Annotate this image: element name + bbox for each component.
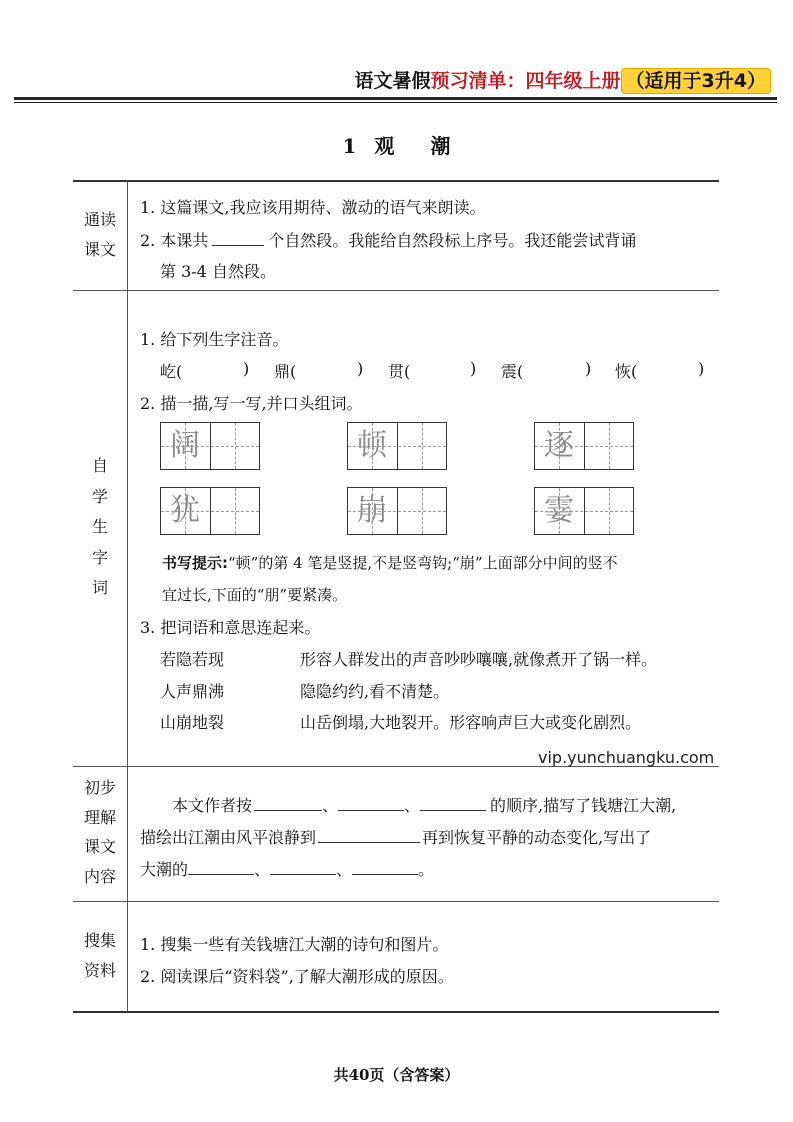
understand-paragraph-line-2: 描绘出江潮由风平浪静到 再到恢复平静的动态变化,写出了 — [140, 824, 651, 848]
read-item-1: 1. 这篇课文,我应该用期待、激动的语气来朗读。 — [140, 198, 486, 217]
read-item-2-cont: 第 3-4 自然段。 — [160, 262, 276, 281]
study-question-1: 1. 给下列生字注音。 — [140, 330, 289, 349]
table-top-border — [73, 180, 719, 182]
match-word[interactable]: 若隐若现 — [160, 650, 225, 669]
char-practice-grid[interactable]: 逐 — [534, 422, 634, 470]
table-column-divider — [127, 181, 128, 1012]
collect-item-1: 1. 搜集一些有关钱塘江大潮的诗句和图片。 — [140, 935, 449, 954]
table-divider — [73, 901, 719, 902]
section-label-understand: 初步 理解 课文 内容 — [83, 778, 116, 886]
char-practice-grid[interactable]: 崩 — [347, 487, 447, 535]
char-practice-grid[interactable]: 霎 — [534, 487, 634, 535]
header-title-badge: （适用于3升4） — [621, 68, 771, 94]
match-word[interactable]: 人声鼎沸 — [160, 682, 225, 701]
answer-blank[interactable] — [318, 824, 420, 843]
section-label-read: 通读 课文 — [83, 210, 116, 259]
match-word[interactable]: 山崩地裂 — [160, 713, 225, 732]
lesson-title-char1: 观 — [374, 134, 395, 158]
char-practice-grid[interactable]: 犹 — [160, 487, 260, 535]
answer-blank[interactable] — [212, 227, 264, 246]
section-label-study: 自 学 生 字 词 — [91, 456, 108, 597]
table-bottom-border — [73, 1011, 719, 1013]
understand-paragraph-line-1: 本文作者按 、 、 的顺序,描写了钱塘江大潮, — [172, 792, 676, 816]
read-item-2: 2. 本课共 个自然段。我能给自然段标上序号。我还能尝试背诵 — [140, 227, 636, 251]
header-title-grade: 预习清单：四年级上册 — [430, 70, 621, 92]
table-divider — [73, 290, 719, 291]
match-meaning[interactable]: 山岳倒塌,大地裂开。形容响声巨大或变化剧烈。 — [300, 713, 642, 732]
writing-tip: 书写提示:“顿”的第 4 笔是竖提,不是竖弯钩;“崩”上面部分中间的竖不 — [162, 554, 618, 572]
lesson-number: 1 — [342, 134, 357, 158]
study-question-2: 2. 描一描,写一写,并口头组词。 — [140, 394, 363, 413]
header-title — [355, 66, 771, 93]
header-rule-thick — [14, 97, 777, 100]
pinyin-row: 屹( ) 鼎( ) 贯( ) 震( ) 恢( ) — [160, 359, 705, 381]
answer-blank[interactable] — [270, 856, 336, 875]
watermark: vip.yunchuangku.com — [538, 748, 715, 767]
section-label-collect: 搜集 资料 — [83, 931, 116, 980]
match-meaning[interactable]: 形容人群发出的声音吵吵嚷嚷,就像煮开了锅一样。 — [300, 650, 658, 669]
header-rule-thin — [14, 102, 777, 103]
answer-blank[interactable] — [420, 792, 486, 811]
writing-tip-cont: 宜过长,下面的“朋”要紧凑。 — [162, 586, 348, 604]
collect-item-2: 2. 阅读课后“资料袋”,了解大潮形成的原因。 — [140, 967, 454, 986]
study-question-3: 3. 把词语和意思连起来。 — [140, 618, 321, 637]
char-practice-grid[interactable]: 顿 — [347, 422, 447, 470]
match-meaning[interactable]: 隐隐约约,看不清楚。 — [300, 682, 450, 701]
page-footer: 共40页（含答案） — [333, 1066, 460, 1084]
answer-blank[interactable] — [338, 792, 404, 811]
answer-blank[interactable] — [188, 856, 254, 875]
understand-paragraph-line-3: 大潮的 、 、 。 — [140, 856, 434, 880]
answer-blank[interactable] — [254, 792, 322, 811]
lesson-title-char2: 潮 — [430, 134, 451, 158]
header-title-subject: 语文暑假 — [354, 70, 431, 92]
char-practice-grid[interactable]: 阔 — [160, 422, 260, 470]
answer-blank[interactable] — [352, 856, 418, 875]
lesson-title — [0, 130, 793, 159]
